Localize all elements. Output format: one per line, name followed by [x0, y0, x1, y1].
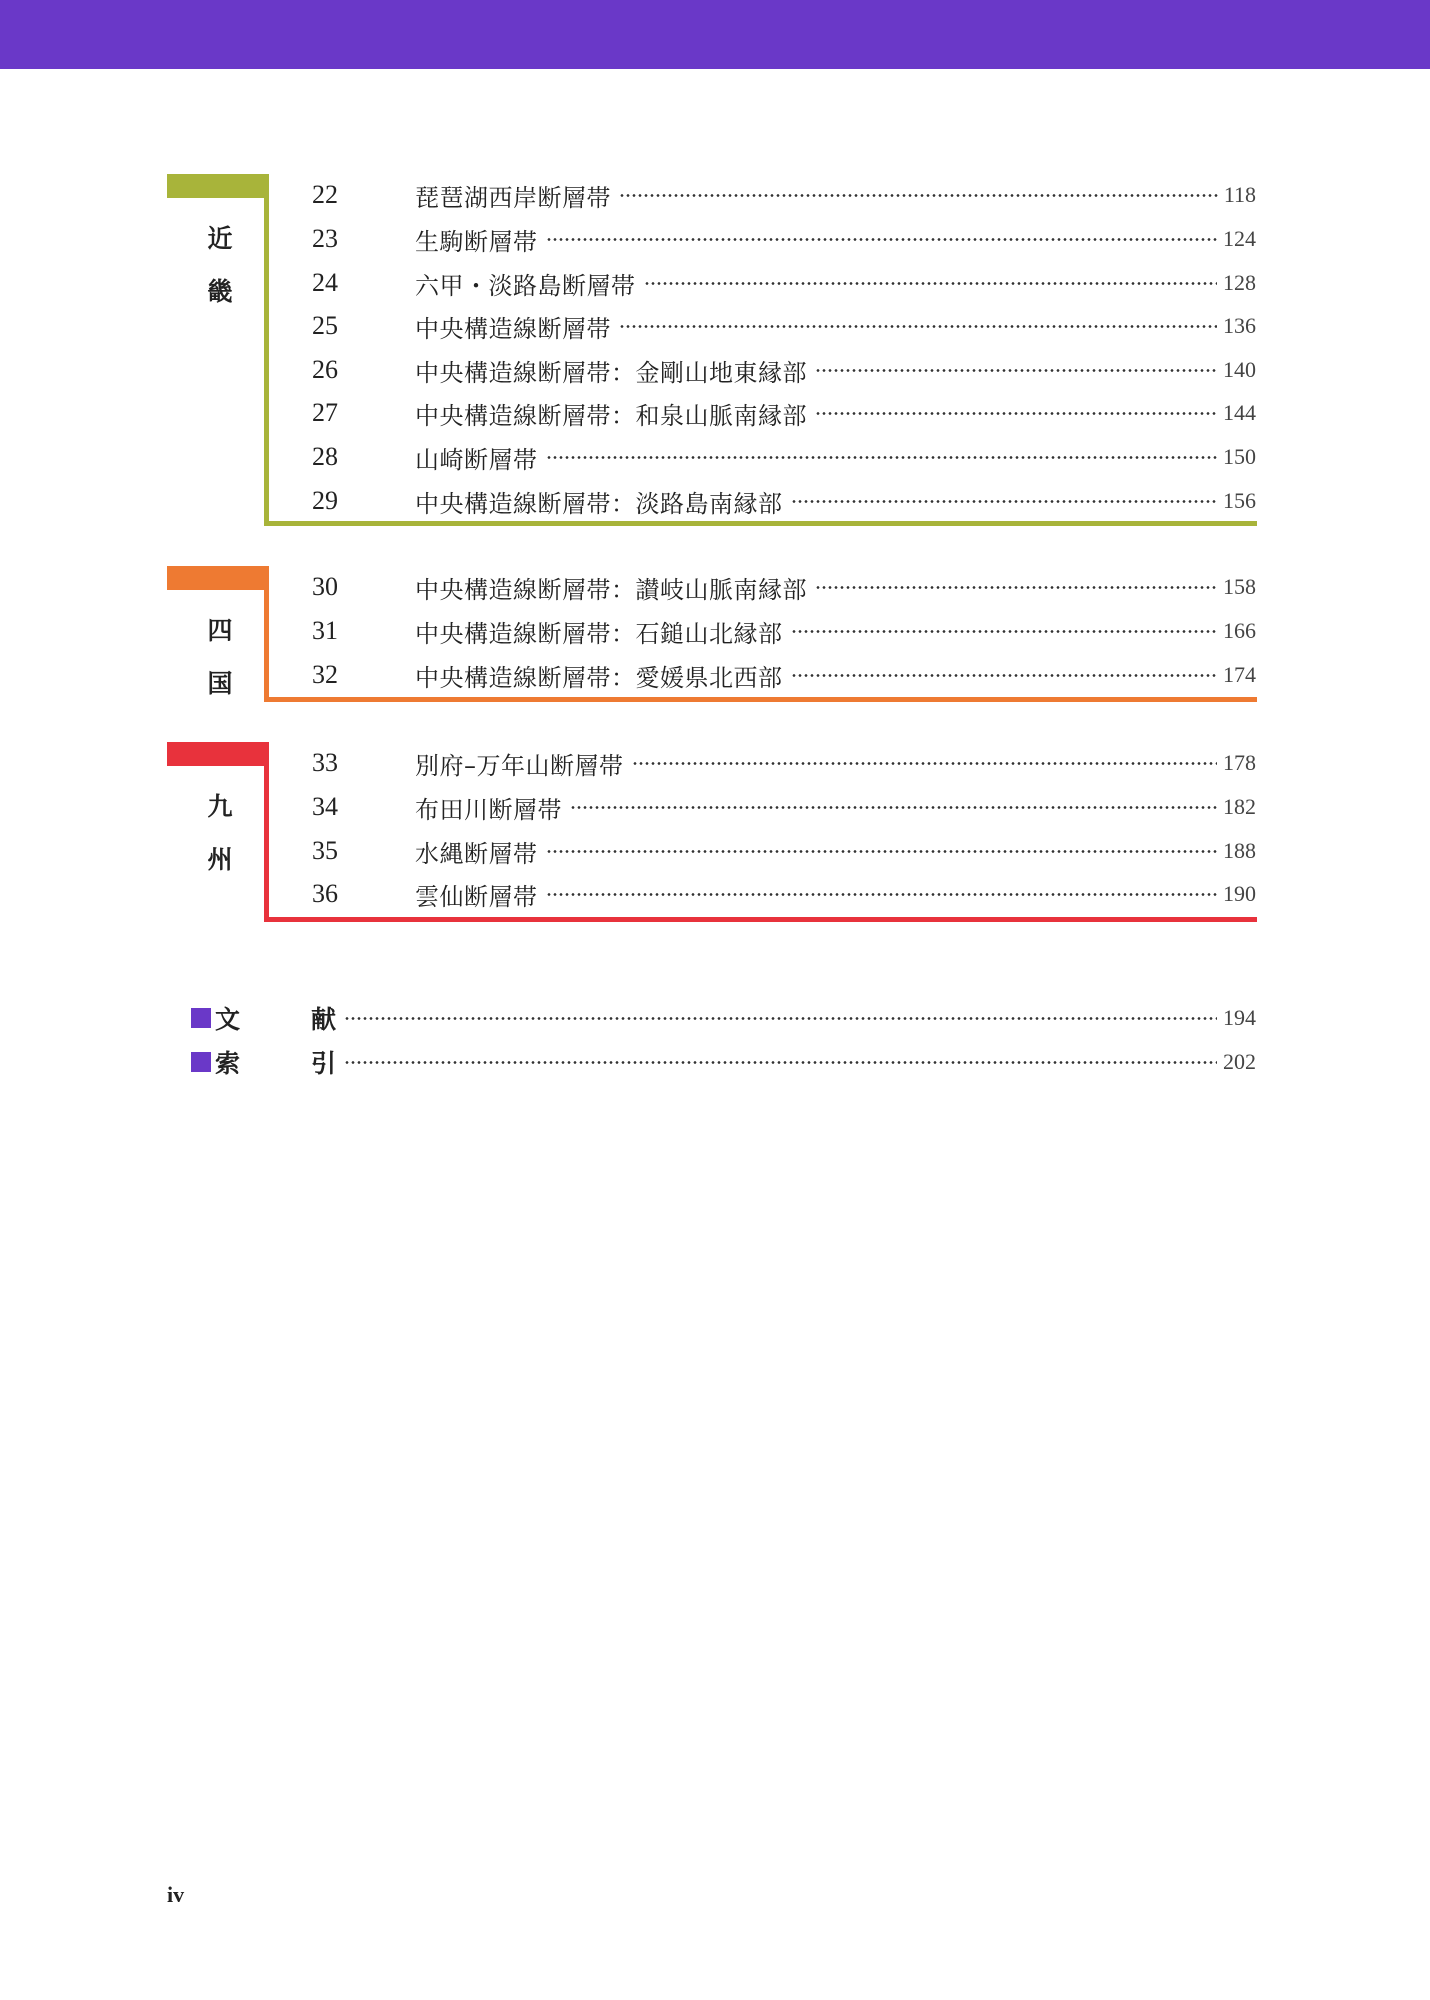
square-bullet-icon: [191, 1008, 211, 1028]
entry-number: 27: [312, 398, 338, 427]
page-number: iv: [167, 1882, 185, 1907]
entry-page: 140: [1223, 357, 1256, 382]
entry-title: 中央構造線断層帯：石鎚山北縁部: [415, 619, 783, 648]
toc-entry-22[interactable]: [312, 175, 1256, 215]
dot-leader: [546, 850, 1218, 853]
toc-entry-31[interactable]: [312, 611, 1256, 651]
toc-entry-26[interactable]: [312, 350, 1256, 390]
toc-entry-29[interactable]: [312, 481, 1256, 521]
section-hline-kinki: [264, 521, 1257, 526]
entry-title: 山崎断層帯: [415, 445, 538, 474]
dot-leader: [791, 630, 1218, 633]
entry-number: 35: [312, 836, 338, 865]
toc-entry-references[interactable]: [191, 998, 1256, 1038]
entry-number: 32: [312, 660, 338, 689]
entry-page: 202: [1223, 1049, 1256, 1074]
entry-page: 190: [1223, 881, 1256, 906]
entry-title: 別府–万年山断層帯: [415, 751, 624, 780]
entry-number: 23: [312, 224, 338, 253]
section-kyushu: [0, 742, 1430, 922]
entry-title: 琵琶湖西岸断層帯: [415, 183, 611, 212]
entry-title: 布田川断層帯: [415, 795, 562, 824]
toc-entry-23[interactable]: [312, 219, 1256, 259]
entry-number: 33: [312, 748, 338, 777]
entry-title: 生駒断層帯: [415, 227, 538, 256]
entry-page: 144: [1223, 400, 1256, 425]
dot-leader: [815, 586, 1217, 589]
entry-number: 26: [312, 355, 338, 384]
entry-title: 中央構造線断層帯：愛媛県北西部: [415, 663, 783, 692]
section-hline-kyushu: [264, 917, 1257, 922]
entry-page: 188: [1223, 838, 1256, 863]
entry-title: 中央構造線断層帯：和泉山脈南縁部: [415, 401, 807, 430]
toc-entry-35[interactable]: [312, 831, 1256, 871]
entry-page: 194: [1223, 1005, 1256, 1030]
dot-leader: [619, 325, 1217, 328]
section-hline-shikoku: [264, 697, 1257, 702]
section-label-kyushu: 九 州: [207, 792, 233, 874]
entry-title: 中央構造線断層帯：淡路島南縁部: [415, 489, 783, 518]
dot-leader: [344, 1061, 1217, 1064]
toc-entry-33[interactable]: [312, 743, 1256, 783]
toc-entry-32[interactable]: [312, 655, 1256, 695]
dot-leader: [546, 893, 1218, 896]
toc-entry-27[interactable]: [312, 393, 1256, 433]
section-vline-kyushu: [264, 742, 269, 922]
toc-entry-25[interactable]: [312, 306, 1256, 346]
entry-page: 156: [1223, 488, 1256, 513]
entry-page: 182: [1223, 794, 1256, 819]
entry-title-part-1: 文: [215, 1005, 241, 1034]
section-vline-kinki: [264, 174, 269, 526]
entry-title: 雲仙断層帯: [415, 882, 538, 911]
entry-number: 30: [312, 572, 338, 601]
entry-page: 166: [1223, 618, 1256, 643]
entry-title-part-1: 索: [215, 1049, 241, 1078]
dot-leader: [815, 369, 1217, 372]
dot-leader: [546, 456, 1218, 459]
entry-title: 中央構造線断層帯：金剛山地東縁部: [415, 358, 807, 387]
toc-entry-index[interactable]: [191, 1042, 1256, 1082]
section-shikoku: [0, 566, 1430, 702]
dot-leader: [619, 194, 1218, 197]
dot-leader: [791, 500, 1218, 503]
entry-page: 178: [1223, 750, 1256, 775]
dot-leader: [644, 282, 1218, 285]
dot-leader: [791, 674, 1218, 677]
dot-leader: [344, 1017, 1217, 1020]
toc-entry-30[interactable]: [312, 567, 1256, 607]
entry-number: 31: [312, 616, 338, 645]
section-label-kinki: 近 畿: [207, 224, 233, 306]
toc-entry-28[interactable]: [312, 437, 1256, 477]
dot-leader: [632, 762, 1218, 765]
entry-number: 25: [312, 311, 338, 340]
section-tab-kinki: [167, 174, 268, 198]
section-vline-shikoku: [264, 566, 269, 702]
entry-title: 水縄断層帯: [415, 839, 538, 868]
entry-page: 136: [1223, 313, 1256, 338]
dot-leader: [815, 412, 1217, 415]
entry-title-part-2: 献: [311, 1005, 337, 1034]
entry-number: 29: [312, 486, 338, 515]
entry-page: 150: [1223, 444, 1256, 469]
section-tab-shikoku: [167, 566, 268, 590]
entry-title-part-2: 引: [311, 1049, 337, 1078]
header-bar: [0, 0, 1430, 69]
entry-number: 22: [312, 180, 338, 209]
entry-title: 六甲・淡路島断層帯: [415, 271, 636, 300]
entry-title: 中央構造線断層帯：讃岐山脈南縁部: [415, 575, 807, 604]
section-tab-kyushu: [167, 742, 268, 766]
entry-number: 28: [312, 442, 338, 471]
entry-title: 中央構造線断層帯: [415, 314, 611, 343]
dot-leader: [546, 238, 1218, 241]
dot-leader: [570, 806, 1217, 809]
entry-page: 128: [1223, 270, 1256, 295]
section-kinki: [0, 174, 1430, 526]
square-bullet-icon: [191, 1052, 211, 1072]
entry-number: 36: [312, 879, 338, 908]
entry-number: 34: [312, 792, 338, 821]
entry-page: 158: [1223, 574, 1256, 599]
section-label-shikoku: 四 国: [207, 616, 233, 698]
toc-entry-34[interactable]: [312, 787, 1256, 827]
toc-entry-24[interactable]: [312, 263, 1256, 303]
entry-page: 124: [1223, 226, 1256, 251]
entry-page: 174: [1223, 662, 1256, 687]
entry-number: 24: [312, 268, 338, 297]
entry-page: 118: [1223, 182, 1256, 207]
toc-entry-36[interactable]: [312, 874, 1256, 914]
